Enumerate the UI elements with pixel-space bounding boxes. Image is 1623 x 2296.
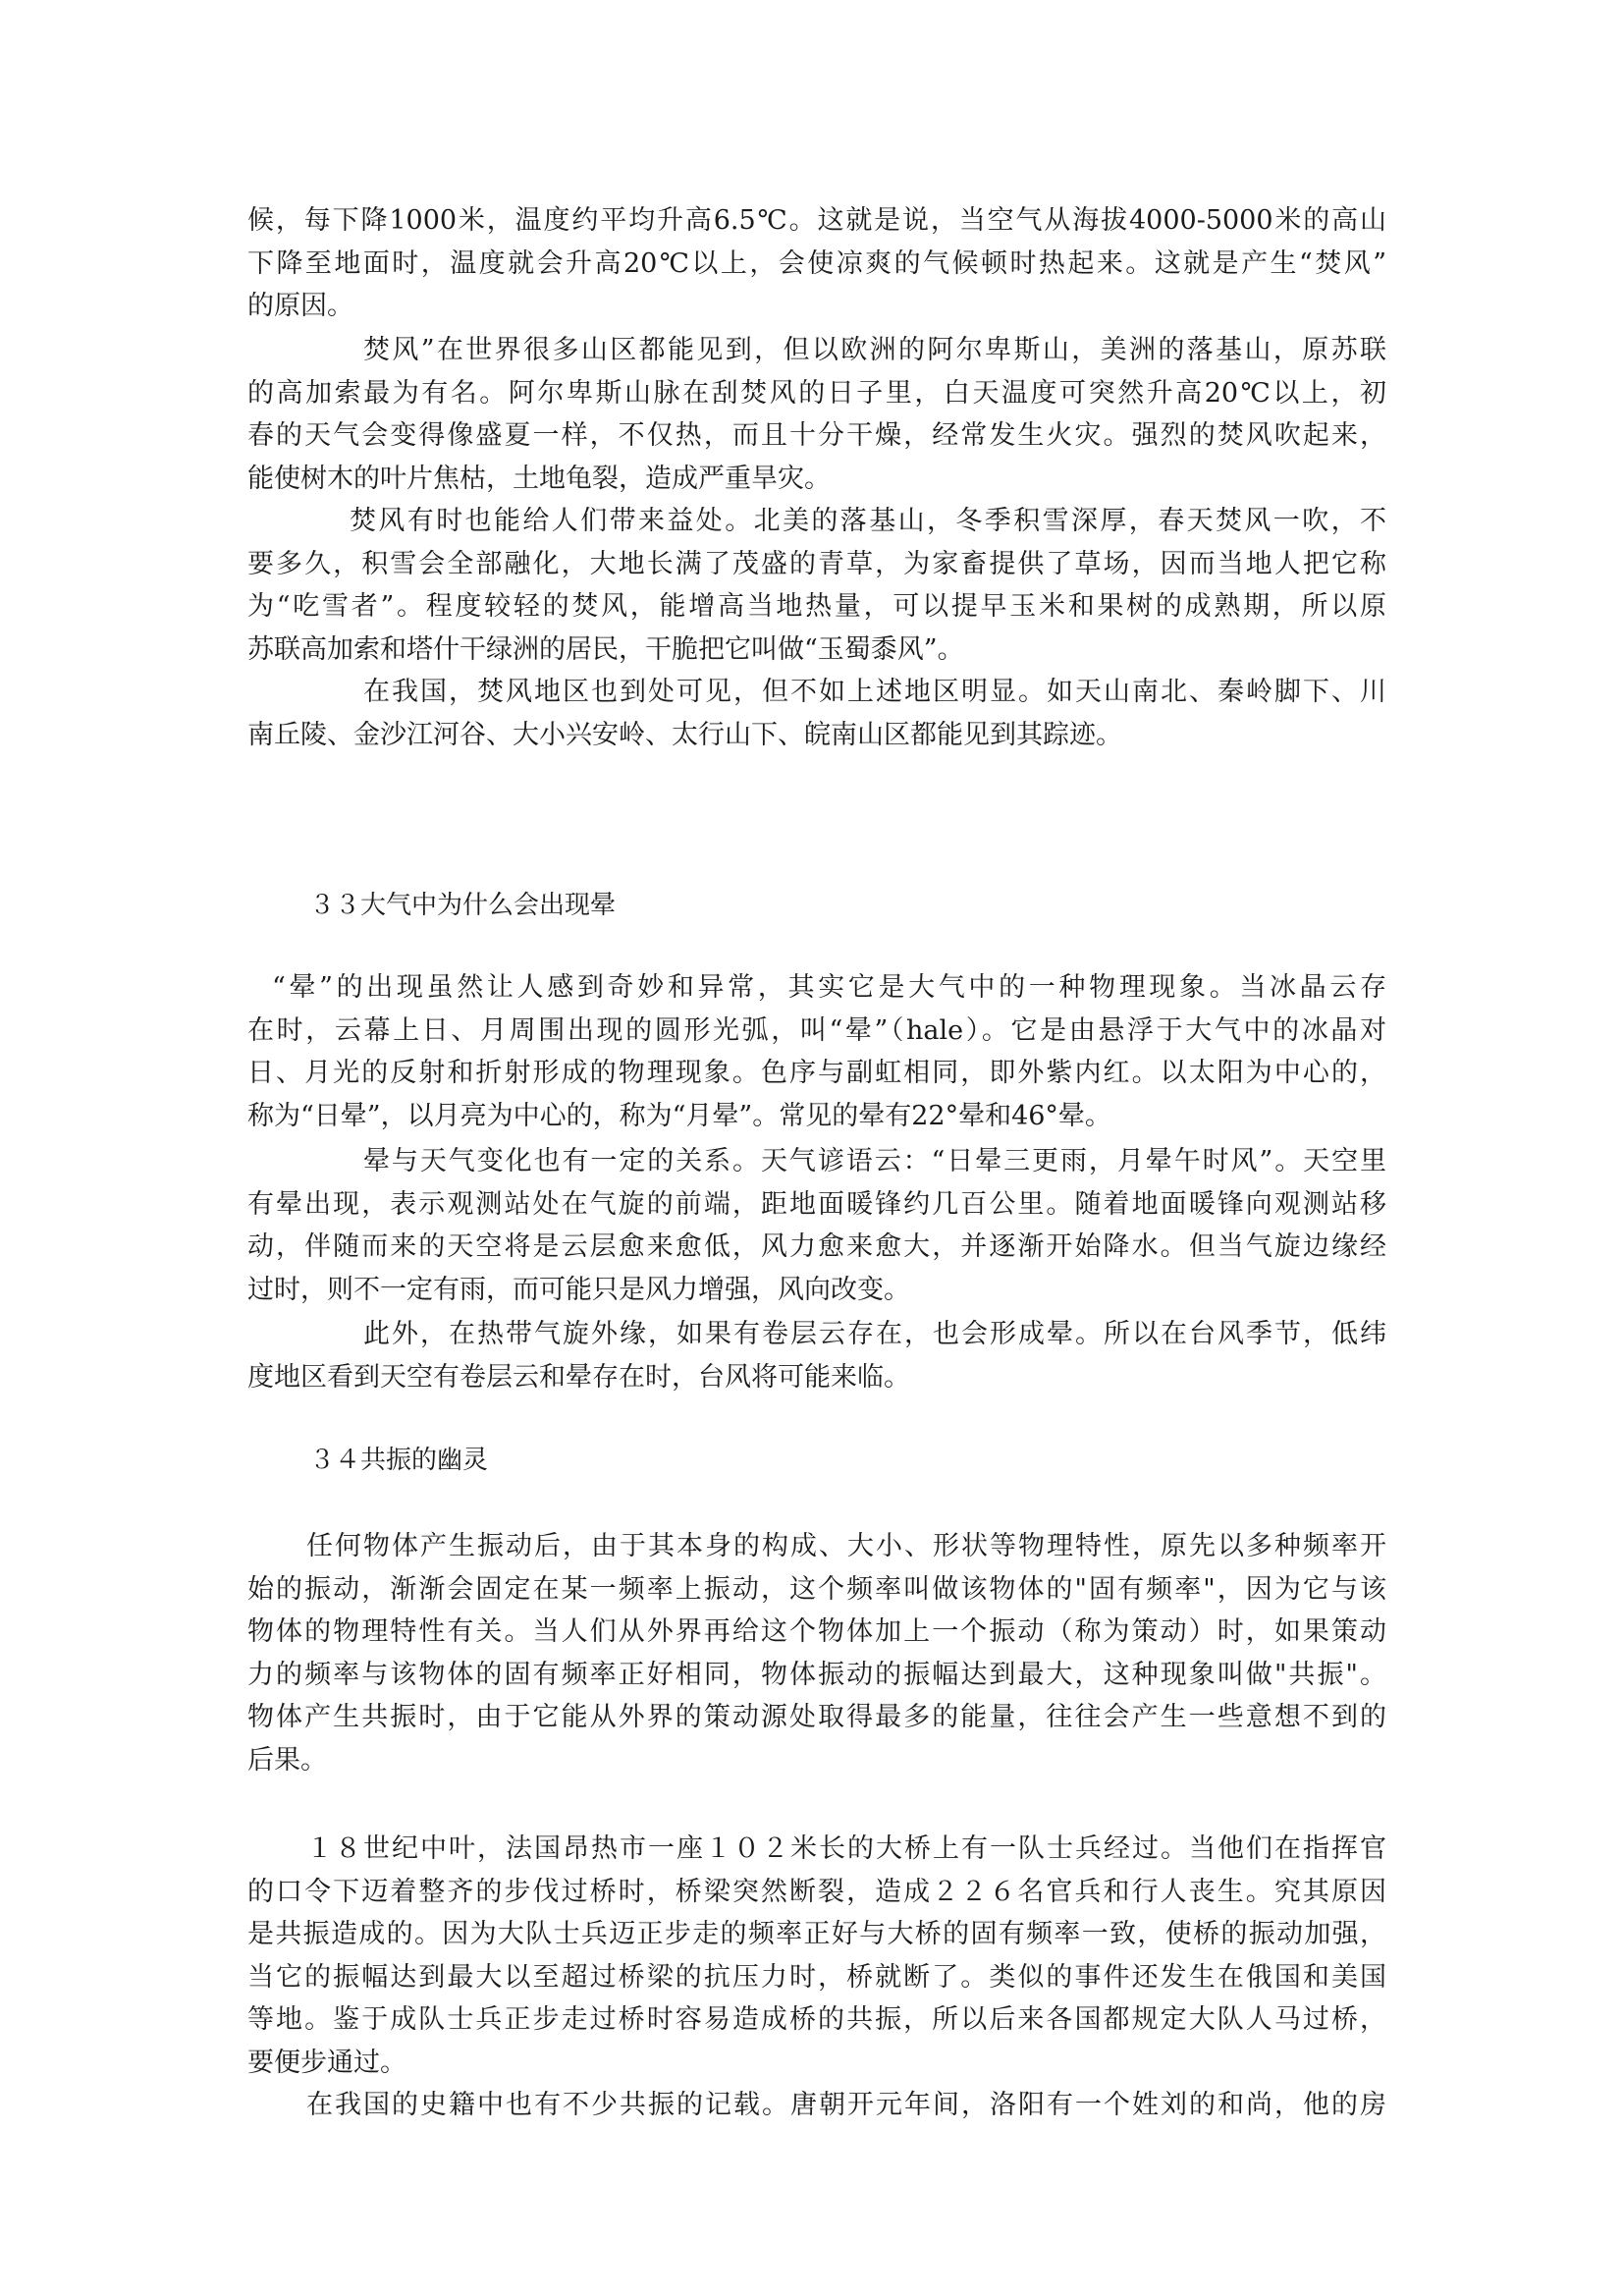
text-line: 春的天气会变得像盛夏一样，不仅热，而且十分干燥，经常发生火灾。强烈的焚风吹起来， <box>247 420 1386 452</box>
text-line: 有晕出现，表示观测站处在气旋的前端，距地面暖锋约几百公里。随着地面暖锋向观测站移 <box>247 1188 1386 1220</box>
paragraph <box>247 500 1386 671</box>
text-line: 要多久，积雪会全部融化，大地长满了茂盛的青草，为家畜提供了草场，因而当地人把它称 <box>247 548 1386 579</box>
text-line: 在我国，焚风地区也到处可见，但不如上述地区明显。如天山南北、秦岭脚下、川 <box>363 677 1386 707</box>
section-heading-3-3: ３３大气中为什么会出现晕 <box>309 891 617 920</box>
text-line: 当它的振幅达到最大以至超过桥梁的抗压力时，桥就断了。类似的事件还发生在俄国和美国 <box>247 1961 1386 1993</box>
text-line: 始的振动，渐渐会固定在某一频率上振动，这个频率叫做该物体的"固有频率"，因为它与该 <box>247 1573 1386 1605</box>
text-line: 候，每下降1000米，温度约平均升高6.5℃。这就是说，当空气从海拔4000-5000米的高山 <box>247 205 1386 236</box>
text-line: 等地。鉴于成队士兵正步走过桥时容易造成桥的共振，所以后来各国都规定大队人马过桥， <box>247 2004 1386 2036</box>
text-line: 后果。 <box>247 1744 327 1776</box>
text-line: 焚风”在世界很多山区都能见到，但以欧洲的阿尔卑斯山，美洲的落基山，原苏联 <box>363 335 1386 365</box>
paragraph <box>247 199 1386 328</box>
section-heading-3-4: ３４共振的幽灵 <box>309 1446 489 1475</box>
text-line: 任何物体产生振动后，由于其本身的构成、大小、形状等物理特性，原先以多种频率开 <box>306 1531 1386 1561</box>
paragraph <box>247 1828 1386 2085</box>
text-line: 的口令下迈着整齐的步伐过桥时，桥梁突然断裂，造成２２６名官兵和行人丧生。究其原因 <box>247 1876 1386 1907</box>
text-line: 日、月光的反射和折射形成的物理现象。色序与副虹相同，即外紫内红。以太阳为中心的， <box>247 1058 1386 1089</box>
text-line: 动，伴随而来的天空将是云层愈来愈低，风力愈来愈大，并逐渐开始降水。但当气旋边缘经 <box>247 1231 1386 1263</box>
text-line: 为“吃雪者”。程度较轻的焚风，能增高当地热量，可以提早玉米和果树的成熟期，所以原 <box>247 591 1386 623</box>
text-line: 称为“日晕”，以月亮为中心的，称为“月晕”。常见的晕有22°晕和46°晕。 <box>247 1100 1111 1131</box>
text-line: 下降至地面时，温度就会升高20℃以上，会使凉爽的气候顿时热起来。这就是产生“焚风” <box>247 247 1386 279</box>
text-line: 要便步通过。 <box>247 2047 406 2078</box>
paragraph <box>247 1140 1386 1311</box>
text-line: 的高加索最为有名。阿尔卑斯山脉在刮焚风的日子里，白天温度可突然升高20℃以上，初 <box>247 377 1386 409</box>
text-line: 焚风有时也能给人们带来益处。北美的落基山，冬季积雪深厚，春天焚风一吹，不 <box>350 506 1386 536</box>
text-line: 过时，则不一定有雨，而可能只是风力增强，风向改变。 <box>247 1274 910 1305</box>
paragraph <box>247 671 1386 756</box>
text-line: 晕与天气变化也有一定的关系。天气谚语云：“日晕三更雨，月晕午时风”。天空里 <box>363 1146 1386 1176</box>
text-line: 在我国的史籍中也有不少共振的记载。唐朝开元年间，洛阳有一个姓刘的和尚，他的房 <box>306 2090 1386 2120</box>
text-line: １８世纪中叶，法国昂热市一座１０２米长的大桥上有一队士兵经过。当他们在指挥官 <box>306 1833 1386 1864</box>
text-line: 能使树木的叶片焦枯，土地龟裂，造成严重旱灾。 <box>247 463 831 494</box>
text-line: 此外，在热带气旋外缘，如果有卷层云存在，也会形成晕。所以在台风季节，低纬 <box>363 1319 1386 1349</box>
text-line: 力的频率与该物体的固有频率正好相同，物体振动的振幅达到最大，这种现象叫做"共振"。 <box>247 1659 1386 1690</box>
text-line: “晕”的出现虽然让人感到奇妙和异常，其实它是大气中的一种物理现象。当冰晶云存 <box>272 972 1386 1003</box>
paragraph <box>247 2084 1386 2127</box>
paragraph <box>247 329 1386 500</box>
text-line: 是共振造成的。因为大队士兵迈正步走的频率正好与大桥的固有频率一致，使桥的振动加强， <box>247 1919 1386 1950</box>
paragraph <box>247 966 1386 1137</box>
text-line: 在时，云幕上日、月周围出现的圆形光弧，叫“晕”（hale）。它是由悬浮于大气中的冰晶对 <box>247 1014 1386 1046</box>
text-line: 苏联高加索和塔什干绿洲的居民，干脆把它叫做“玉蜀黍风”。 <box>247 633 964 665</box>
paragraph <box>247 1525 1386 1782</box>
text-line: 度地区看到天空有卷层云和晕存在时，台风将可能来临。 <box>247 1361 910 1393</box>
paragraph <box>247 1313 1386 1398</box>
text-line: 物体产生共振时，由于它能从外界的策动源处取得最多的能量，往往会产生一些意想不到的 <box>247 1702 1386 1733</box>
text-line: 物体的物理特性有关。当人们从外界再给这个物体加上一个振动（称为策动）时，如果策动 <box>247 1616 1386 1648</box>
text-line: 南丘陵、金沙江河谷、大小兴安岭、太行山下、皖南山区都能见到其踪迹。 <box>247 719 1122 750</box>
text-line: 的原因。 <box>247 291 353 322</box>
